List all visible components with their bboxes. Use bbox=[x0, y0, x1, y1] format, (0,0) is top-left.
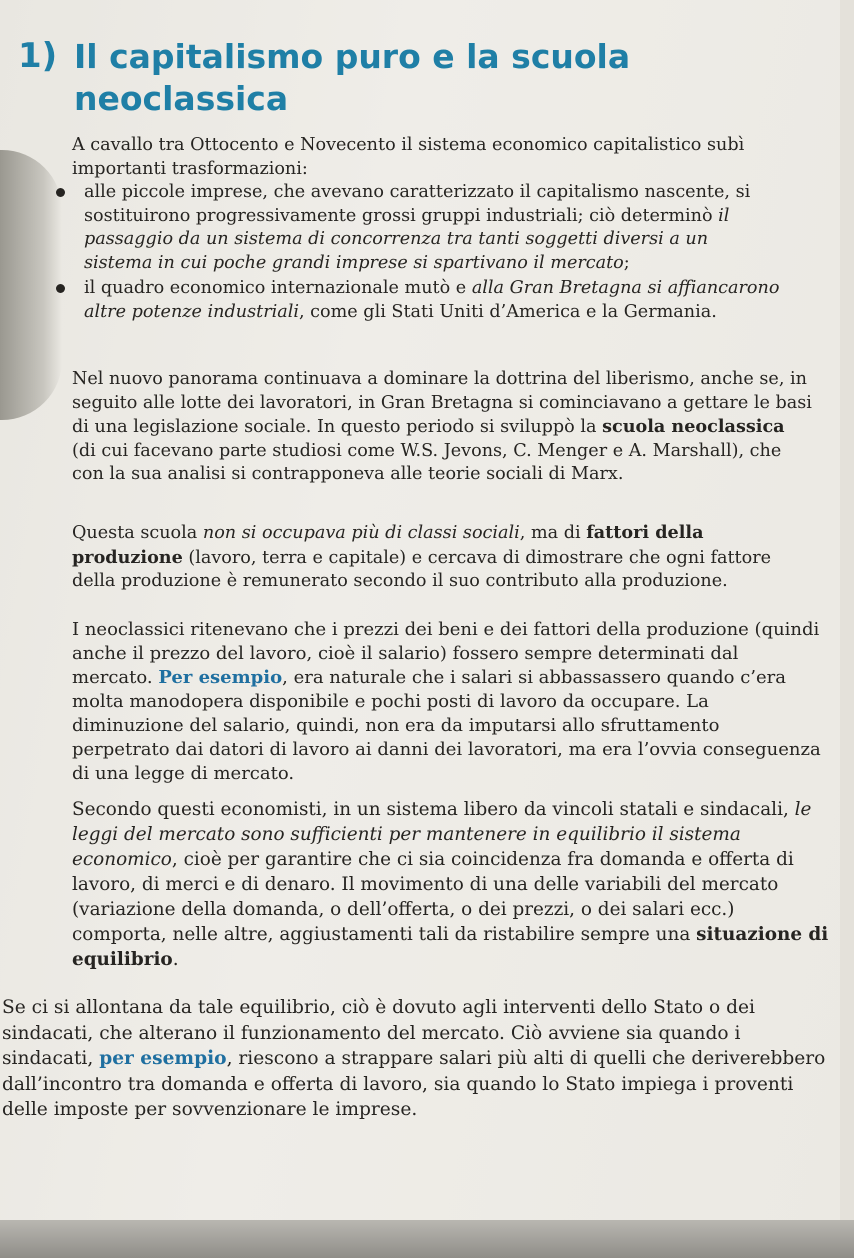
key-term: scuola neoclassica bbox=[602, 416, 785, 437]
paragraph-text: , era naturale che i salari si abbassassero quando c’era molta manodopera disponibile e pochi posti di lavoro da occupare. La diminuzione del salario, quindi, non era da imputarsi allo sfruttamento perpetrato dai datori di lavoro ai danni dei lavoratori, ma era l’ovvia conseguenza di una legge di mercato. bbox=[72, 667, 821, 784]
example-marker: Per esempio bbox=[158, 667, 283, 688]
list-item-text: ; bbox=[623, 252, 630, 273]
emphasis-text: non si occupava più di classi sociali bbox=[202, 523, 520, 543]
paragraph-text: (di cui facevano parte studiosi come W.S. Jevons, C. Menger e A. Marshall), che con la sua analisi si contrapponeva alle teorie sociali di Marx. bbox=[72, 440, 782, 484]
paragraph-liberismo bbox=[72, 368, 812, 487]
paragraph-text: Nel nuovo panorama continuava a dominare la dottrina del liberismo, anche se, in seguito alle lotte dei lavoratori, in Gran Bretagna si cominciavano a gettare le basi di una legislazione sociale. In questo periodo si sviluppò la bbox=[72, 369, 812, 437]
paragraph-text: , cioè per garantire che ci sia coincidenza fra domanda e offerta di lavoro, di merci e di denaro. Il movimento di una delle variabili del mercato (variazione della domanda, o dell’offerta, o dei prezzi, o dei salari ecc.) comporta, nelle altre, aggiustamenti tali da ristabilire sempre una bbox=[72, 849, 794, 945]
paragraph-text: , riescono a strappare salari più alti di quelli che deriverebbero dall’incontro tra domanda e offerta di lavoro, sia quando lo Stato impiega i proventi delle imposte per sovvenzionare le imprese. bbox=[2, 1048, 826, 1120]
list-item-emphasis: alla Gran Bretagna si affiancarono altre potenze industriali bbox=[84, 278, 780, 322]
bullet-icon bbox=[56, 284, 65, 293]
paragraph-text: . bbox=[172, 949, 179, 970]
paragraph-text: (lavoro, terra e capitale) e cercava di dimostrare che ogni fattore della produzione è remunerato secondo il suo contributo alla produzione. bbox=[72, 547, 772, 591]
list-item bbox=[72, 181, 782, 273]
key-term: situazione di equilibrio bbox=[72, 924, 829, 970]
paragraph-text: Se ci si allontana da tale equilibrio, ciò è dovuto agli interventi dello Stato o dei sindacati, che alterano il funzionamento del mercato. Ciò avviene sia quando i sindacati, bbox=[2, 997, 755, 1069]
paragraph-interventi bbox=[2, 995, 832, 1123]
paragraph-text: Secondo questi economisti, in un sistema libero da vincoli statali e sindacali, bbox=[72, 799, 795, 820]
section-number: 1) bbox=[18, 36, 58, 76]
transformations-list bbox=[72, 181, 782, 347]
bullet-icon bbox=[56, 188, 65, 197]
margin-photo-fragment bbox=[0, 150, 62, 420]
intro-paragraph: A cavallo tra Ottocento e Novecento il sistema economico capitalistico subì importanti trasformazioni: bbox=[72, 135, 745, 179]
paragraph-text: I neoclassici ritenevano che i prezzi dei beni e dei fattori della produzione (quindi anche il prezzo del lavoro, cioè il salario) fossero sempre determinati dal mercato. bbox=[72, 619, 820, 688]
paragraph-fattori bbox=[72, 521, 812, 594]
paragraph-equilibrio bbox=[72, 797, 832, 972]
list-item-text: il quadro economico internazionale mutò e bbox=[84, 278, 472, 298]
page-bottom-edge bbox=[0, 1220, 854, 1258]
section-title: Il capitalismo puro e la scuola neoclassica bbox=[74, 37, 631, 118]
example-marker: per esempio bbox=[99, 1048, 227, 1069]
key-term: fattori della produzione bbox=[72, 522, 704, 568]
list-item-text: , come gli Stati Uniti d’America e la Germania. bbox=[298, 301, 717, 322]
emphasis-text: le leggi del mercato sono sufficienti per mantenere in equilibrio il sistema economico bbox=[72, 799, 812, 870]
paragraph-text: , ma di bbox=[519, 523, 587, 543]
paragraph-prezzi bbox=[72, 618, 822, 786]
list-item-emphasis: il passaggio da un sistema di concorrenza tra tanti soggetti diversi a un sistema in cui poche grandi imprese si spartivano il mercato bbox=[84, 205, 730, 273]
list-item-text: alle piccole imprese, che avevano caratterizzato il capitalismo nascente, si sostituirono progressivamente grossi gruppi industriali; ciò determinò bbox=[84, 182, 751, 226]
list-item bbox=[72, 277, 782, 347]
paragraph-text: Questa scuola bbox=[72, 523, 203, 543]
